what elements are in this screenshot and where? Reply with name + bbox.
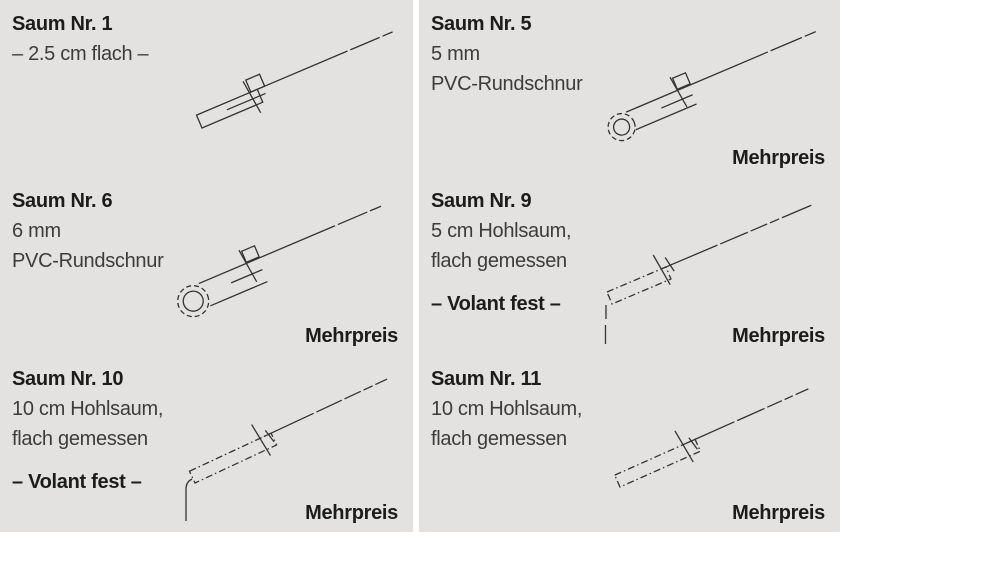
panel-title: Saum Nr. 11 [431,368,542,390]
volant-note: – Volant fest – [431,293,561,315]
surcharge-label: Mehrpreis [305,502,398,524]
panel-title: Saum Nr. 1 [12,13,113,35]
panel-saum-5 [419,0,840,177]
surcharge-label: Mehrpreis [732,502,825,524]
surcharge-label: Mehrpreis [732,325,825,347]
panel-saum-10 [0,355,413,532]
panel-title: Saum Nr. 9 [431,190,532,212]
panel-spec-line: 10 cm Hohlsaum, [431,398,583,420]
panel-spec-line: flach gemessen [431,428,567,450]
surcharge-label: Mehrpreis [732,147,825,169]
panel-title: Saum Nr. 6 [12,190,113,212]
panel-saum-6 [0,177,413,355]
panel-spec-line: 5 cm Hohlsaum, [431,220,572,242]
panel-spec-line: 6 mm [12,220,61,242]
panel-spec-line: 5 mm [431,43,480,65]
panel-spec-line: PVC-Rundschnur [431,73,583,95]
panel-saum-9 [419,177,840,355]
panel-spec-line: 10 cm Hohlsaum, [12,398,164,420]
volant-note: – Volant fest – [12,471,142,493]
panel-title: Saum Nr. 10 [12,368,124,390]
panel-saum-1 [0,0,413,177]
surcharge-label: Mehrpreis [305,325,398,347]
panel-spec-line: – 2.5 cm flach – [12,43,149,65]
panel-saum-11 [419,355,840,532]
panel-spec-line: flach gemessen [431,250,567,272]
panel-spec-line: flach gemessen [12,428,148,450]
panel-spec-line: PVC-Rundschnur [12,250,164,272]
panel-title: Saum Nr. 5 [431,13,532,35]
